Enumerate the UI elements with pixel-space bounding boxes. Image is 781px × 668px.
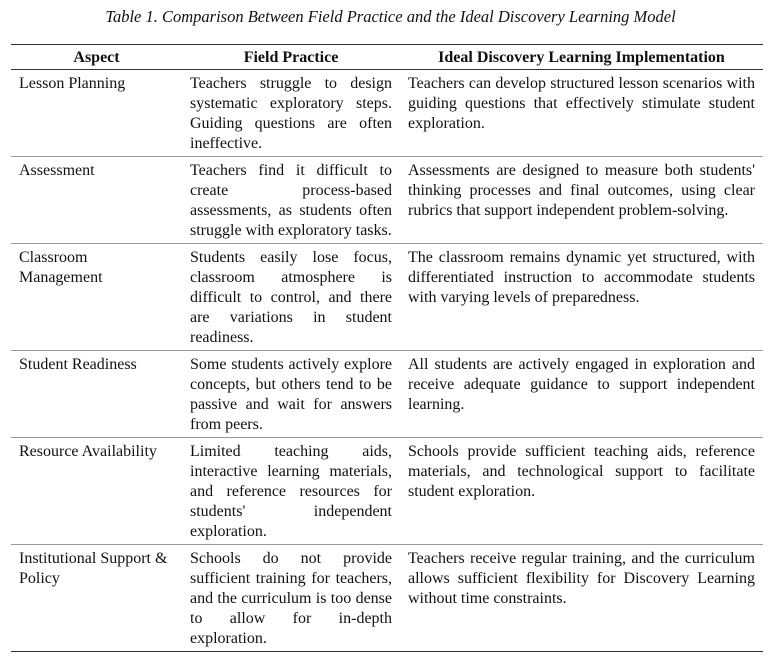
table-row [11,438,763,545]
field-practice-cell: Students easily lose focus, classroom atmosphere is difficult to control, and there are variations in student readiness. [182,244,400,351]
aspect-cell: Assessment [11,157,182,244]
table-row [11,70,763,157]
ideal-implementation-cell: Teachers receive regular training, and the curriculum allows sufficient flexibility for Discovery Learning without time constraints. [400,545,763,652]
field-practice-cell: Teachers struggle to design systematic exploratory steps. Guiding questions are often ineffective. [182,70,400,157]
ideal-implementation-cell: Assessments are designed to measure both students' thinking processes and final outcomes, using clear rubrics that support independent problem-solving. [400,157,763,244]
header-field-practice: Field Practice [182,45,400,70]
table-header-row [11,45,763,70]
ideal-implementation-cell: Teachers can develop structured lesson scenarios with guiding questions that effectively stimulate student exploration. [400,70,763,157]
ideal-implementation-cell: All students are actively engaged in exploration and receive adequate guidance to support independent learning. [400,351,763,438]
aspect-cell: Lesson Planning [11,70,182,157]
field-practice-cell: Schools do not provide sufficient training for teachers, and the curriculum is too dense to allow for in-depth exploration. [182,545,400,652]
aspect-cell: Student Readiness [11,351,182,438]
field-practice-cell: Some students actively explore concepts, but others tend to be passive and wait for answers from peers. [182,351,400,438]
field-practice-cell: Teachers find it difficult to create process-based assessments, as students often struggle with exploratory tasks. [182,157,400,244]
table-row [11,545,763,652]
ideal-implementation-cell: Schools provide sufficient teaching aids, reference materials, and technological support to facilitate student exploration. [400,438,763,545]
aspect-cell: Institutional Support & Policy [11,545,182,652]
table-caption: Table 1. Comparison Between Field Practice and the Ideal Discovery Learning Model [105,7,676,26]
header-aspect: Aspect [11,45,182,70]
table-row [11,351,763,438]
ideal-implementation-cell: The classroom remains dynamic yet structured, with differentiated instruction to accommodate students with varying levels of preparedness. [400,244,763,351]
aspect-cell: Resource Availability [11,438,182,545]
table-row [11,244,763,351]
aspect-cell: Classroom Management [11,244,182,351]
field-practice-cell: Limited teaching aids, interactive learning materials, and reference resources for students' independent exploration. [182,438,400,545]
table-row [11,157,763,244]
header-ideal-implementation: Ideal Discovery Learning Implementation [400,45,763,70]
comparison-table [11,44,763,652]
